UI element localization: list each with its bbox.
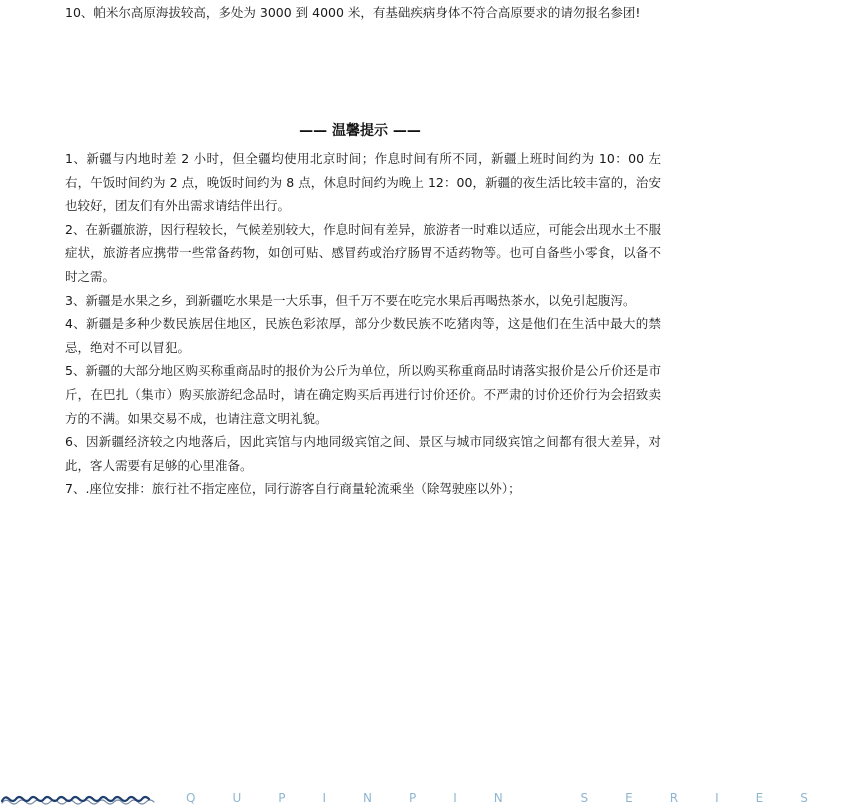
tip-item: 6、因新疆经济较之内地落后，因此宾馆与内地同级宾馆之间、景区与城市同级宾馆之间都有很大差异，对此，客人需要有足够的心里准备。 (65, 434, 661, 473)
tip-item: 3、新疆是水果之乡，到新疆吃水果是一大乐事，但千万不要在吃完水果后再喝热茶水，以免引起腹泻。 (65, 292, 636, 308)
tip-item: 4、新疆是多种少数民族居住地区，民族色彩浓厚，部分少数民族不吃猪肉等，这是他们在生活中最大的禁忌，绝对不可以冒犯。 (65, 316, 661, 355)
tip-item: 2、在新疆旅游，因行程较长，气候差别较大，作息时间有差异，旅游者一时难以适应，可能会出现水土不服症状，旅游者应携带一些常备药物，如创可贴、感冒药或治疗肠胃不适药物等。也可自备些小零食，以备不时之需。 (65, 221, 661, 284)
tip-item: 1、新疆与内地时差 2 小时，但全疆均使用北京时间；作息时间有所不同，新疆上班时间约为 10：00 左右，午饭时间约为 2 点，晚饭时间约为 8 点，休息时间约为晚上 12：00，新疆的夜生活比较丰富的，治安也较好，团友们有外出需求请结伴出行。 (65, 151, 661, 214)
wave-logo-icon (2, 789, 156, 807)
tip-item: 5、新疆的大部分地区购买称重商品时的报价为公斤为单位，所以购买称重商品时请落实报价是公斤价还是市斤，在巴扎（集市）购买旅游纪念品时，请在确定购买后再进行讨价还价。不严肃的讨价还价行为会招致卖方的不满。如果交易不成，也请注意文明礼貌。 (65, 363, 661, 426)
tip-item: 7、.座位安排：旅行社不指定座位，同行游客自行商量轮流乘坐（除驾驶座以外）； (65, 481, 521, 497)
tips-list (65, 147, 661, 501)
footer-bar (0, 786, 845, 812)
footer-brand-text: QUPINPIN SERIES (186, 791, 845, 805)
section-title: —— 温馨提示 —— (299, 123, 421, 139)
top-note: 10、帕米尔高原海拔较高，多处为 3000 到 4000 米，有基础疾病身体不符合高原要求的请勿报名参团! (65, 5, 641, 20)
